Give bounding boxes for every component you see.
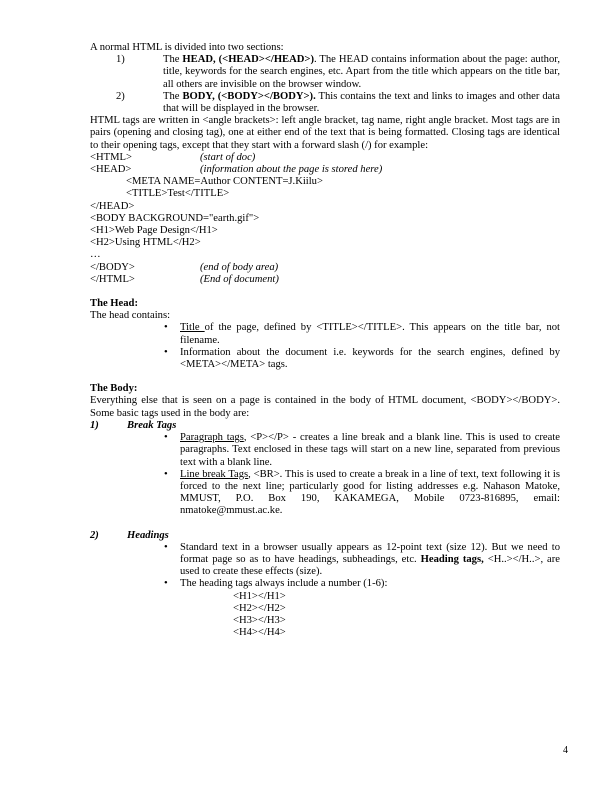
tags-paragraph: HTML tags are written in <angle brackets>: left angle bracket, tag name, right angle bracket. Most tags are in pairs (opening and closing tag), one at either end of the text that is being formatted. Closing tags are identical to their opening tags, except that they start with a forward slash (/) for example: bbox=[90, 115, 560, 151]
code-text: <TITLE>Test</TITLE> bbox=[126, 188, 230, 200]
list-item bbox=[90, 578, 560, 590]
subsection-number: 1) bbox=[90, 419, 99, 431]
code-text: </BODY> bbox=[90, 261, 135, 273]
subsection-number: 2) bbox=[90, 529, 99, 541]
sections-list bbox=[90, 54, 560, 115]
section-item-head bbox=[90, 54, 560, 91]
subsection-title: Break Tags bbox=[127, 419, 177, 431]
code-line bbox=[90, 274, 560, 286]
body-section-title: The Body: bbox=[90, 383, 138, 395]
bullet-text: , <BR>. This is used to create a break in a line of text, text following it is forced to the next line; particularly good for listing addresses e.g. Nahason Matoke, MMUST, P.O. Box 190, KAKAMEGA, Mobile 0723-816895, email: nmatoke@mmust.ac.ke. bbox=[180, 468, 560, 517]
item-bold: BODY, (<BODY></BODY>). bbox=[182, 90, 316, 102]
code-line bbox=[90, 176, 560, 188]
heading-tag: <H4></H4> bbox=[233, 627, 286, 639]
bullet-icon: • bbox=[164, 541, 168, 553]
list-item bbox=[90, 347, 560, 371]
bullet-underline: Paragraph tags bbox=[180, 432, 244, 444]
code-comment: (start of doc) bbox=[200, 151, 256, 163]
code-line bbox=[90, 188, 560, 200]
code-line bbox=[90, 249, 560, 261]
document-page bbox=[90, 42, 560, 639]
item-number: 1) bbox=[116, 54, 125, 66]
code-line bbox=[90, 225, 560, 237]
bullet-text: of the page, defined by <TITLE></TITLE>. This appears on the title bar, not filename. bbox=[180, 322, 560, 346]
code-comment: (End of document) bbox=[200, 273, 279, 285]
bullet-text: Information about the document i.e. keywords for the search engines, defined by <META></META> tags. bbox=[180, 346, 560, 371]
bullet-bold: Heading tags, bbox=[420, 553, 484, 565]
bullet-icon: • bbox=[164, 432, 168, 444]
code-example bbox=[90, 152, 560, 286]
bullet-text-post: <H..></H..>, are used to create these effects (size). bbox=[180, 553, 560, 578]
bullet-text: Standard text in a browser usually appears as 12-point text (size 12). But we need to format page so as to have headings, subheadings, etc. bbox=[180, 541, 560, 565]
item-pre: The bbox=[163, 54, 183, 66]
code-line bbox=[90, 164, 560, 176]
code-line bbox=[90, 262, 560, 274]
bullet-icon: • bbox=[164, 346, 168, 358]
code-line bbox=[90, 152, 560, 164]
heading-tag: <H3></H3> bbox=[233, 614, 286, 626]
bullet-text: , <P></P> - creates a line break and a blank line. This is used to create paragraphs. Text enclosed in these tags will start on a new line, separated from previous text with a blank line. bbox=[180, 432, 560, 468]
intro-text: A normal HTML is divided into two sections: bbox=[90, 42, 284, 53]
head-bullets bbox=[90, 322, 560, 371]
code-line bbox=[90, 201, 560, 213]
heading-tag: <H2></H2> bbox=[233, 602, 286, 614]
code-text: </HTML> bbox=[90, 273, 135, 285]
headings-bullets bbox=[90, 542, 560, 591]
item-number: 2) bbox=[116, 90, 125, 102]
code-text: <H2>Using HTML</H2> bbox=[90, 237, 201, 249]
code-text: </HEAD> bbox=[90, 200, 135, 212]
list-item bbox=[90, 322, 560, 346]
body-section-intro: Everything else that is seen on a page is contained in the body of HTML document, <BODY></BODY>. Some basic tags used in the body are: bbox=[90, 395, 560, 419]
code-text: <HTML> bbox=[90, 151, 132, 163]
code-comment: (end of body area) bbox=[200, 261, 279, 273]
item-bold: HEAD, (<HEAD></HEAD>) bbox=[182, 54, 314, 66]
subsection-break-tags bbox=[90, 420, 560, 432]
bullet-underline: Line break Tags bbox=[180, 468, 249, 480]
code-text: <H1>Web Page Design</H1> bbox=[90, 225, 218, 237]
code-text: <BODY BACKGROUND="earth.gif"> bbox=[90, 212, 260, 224]
heading-tag: <H1></H1> bbox=[233, 590, 286, 602]
item-pre: The bbox=[163, 90, 183, 102]
subsection-title: Headings bbox=[127, 529, 169, 541]
bullet-underline: Title bbox=[180, 322, 205, 334]
head-section-intro: The head contains: bbox=[90, 310, 171, 322]
bullet-text: The heading tags always include a number (1-6): bbox=[180, 578, 388, 590]
bullet-icon: • bbox=[164, 578, 168, 590]
head-section-title: The Head: bbox=[90, 298, 138, 310]
code-line bbox=[90, 213, 560, 225]
bullet-icon: • bbox=[164, 322, 168, 334]
page-number: 4 bbox=[563, 745, 568, 756]
code-text: <HEAD> bbox=[90, 164, 132, 176]
code-line bbox=[90, 237, 560, 249]
heading-tags-list bbox=[90, 591, 560, 640]
subsection-headings bbox=[90, 530, 560, 542]
item-rest: . The HEAD contains information about the page: author, title, keywords for the search engines, etc. Apart from the title which appears on the title bar, all others are invisible on the browser window. bbox=[163, 54, 560, 90]
list-item bbox=[90, 469, 560, 518]
break-tags-bullets bbox=[90, 432, 560, 517]
code-text: <META NAME=Author CONTENT=J.Kiilu> bbox=[126, 176, 323, 188]
bullet-icon: • bbox=[164, 468, 168, 480]
code-comment: (information about the page is stored here) bbox=[200, 164, 383, 176]
list-item bbox=[90, 432, 560, 469]
list-item bbox=[90, 542, 560, 579]
code-text: … bbox=[90, 249, 101, 261]
section-item-body bbox=[90, 91, 560, 115]
item-rest: This contains the text and links to images and other data that will be displayed in the browser. bbox=[163, 90, 560, 115]
